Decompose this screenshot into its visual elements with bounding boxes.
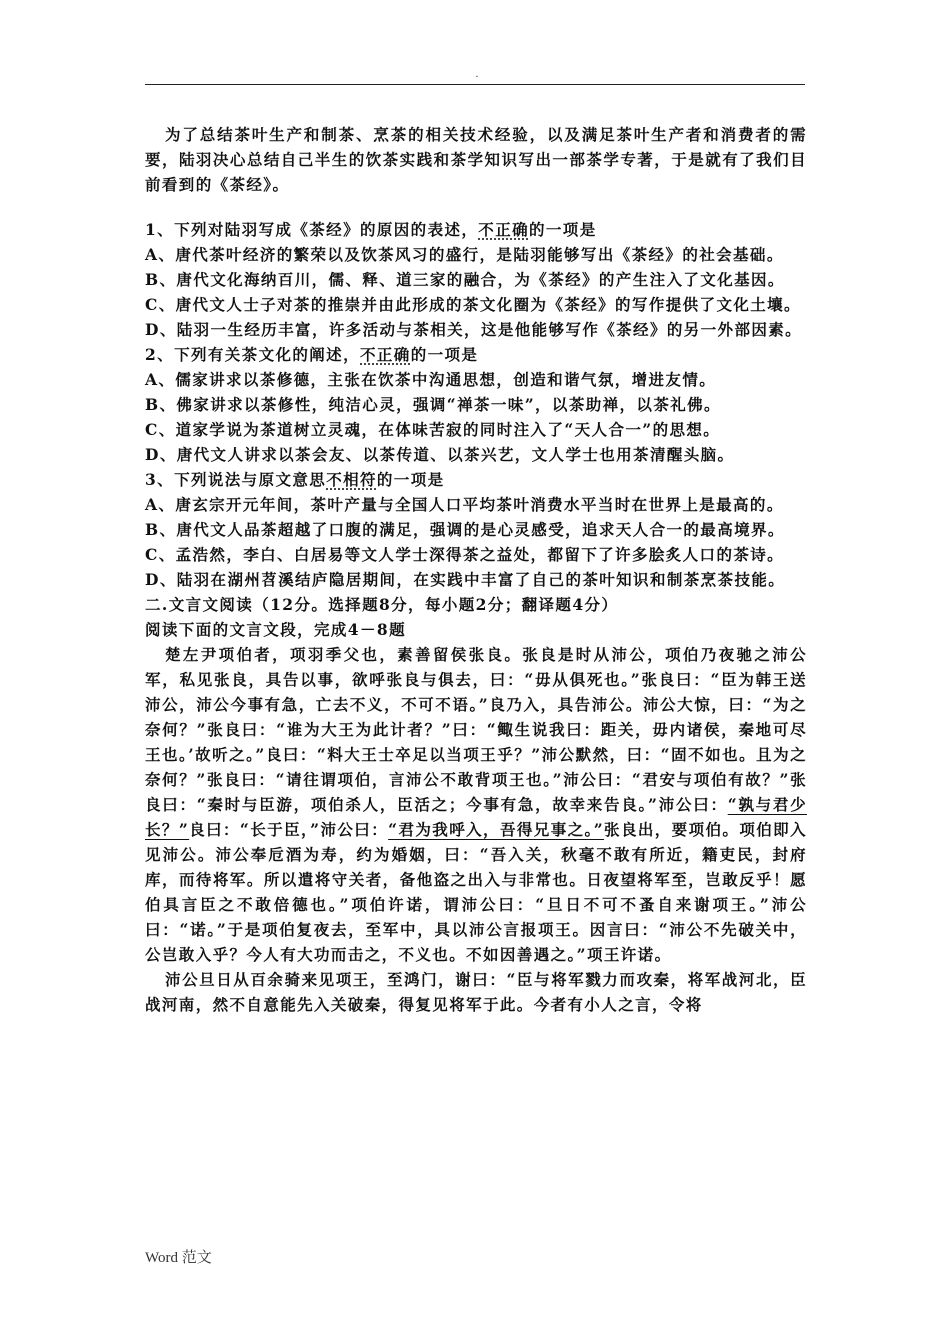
para1-part-b: 良曰：“长于臣，”沛公曰：	[189, 820, 389, 839]
header-rule	[145, 84, 805, 85]
classical-paragraph-2: 沛公旦日从百余骑来见项王，至鸿门，谢曰：“臣与将军戮力而攻秦，将军战河北，臣战河南，然不自意能先入关破秦，得复见将军于此。今者有小人之言，令将	[145, 970, 807, 1014]
spacer	[145, 197, 807, 217]
q3-stem-emphasis: 不相符	[326, 470, 377, 489]
q1-option-d: D、陆羽一生经历丰富，许多活动与茶相关，这是他能够写作《茶经》的另一外部因素。	[145, 320, 803, 339]
q2-stem	[145, 342, 807, 367]
q2-option-c: C、道家学说为茶道树立灵魂，在体味苦寂的同时注入了“天人合一”的思想。	[145, 420, 721, 439]
document-body	[145, 122, 807, 1017]
para1-part-a: 楚左尹项伯者，项羽季父也，素善留侯张良。张良是时从沛公，项伯乃夜驰之沛公军，私见张良，具告以事，欲呼张良与俱去，曰：“毋从俱死也。”张良曰：“臣为韩王送沛公，沛公今事有急，亡去不义，不可不语。”良乃入，具告沛公。沛公大惊，曰：“为之奈何？”张良曰：“谁为大王为此计者？”曰：“鲰生说我曰：距关，毋内诸侯，秦地可尽王也。’故听之。”良曰：“料大王士卒足以当项王乎？”沛公默然，曰：“固不如也。且为之奈何？”张良曰：“请往谓项伯，言沛公不敢背项王也。”沛公曰：“君安与项伯有故？”张良曰：“秦时与臣游，项伯杀人，臣活之；今事有急，故幸来告良。”沛公曰：	[145, 645, 807, 814]
q2-stem-pre: 2、下列有关茶文化的阐述，	[145, 345, 360, 364]
q3-option-d: D、陆羽在湖州苕溪结庐隐居期间，在实践中丰富了自己的茶叶知识和制茶烹茶技能。	[145, 570, 786, 589]
para1-underlined-1: “孰与君少长？”	[145, 795, 807, 839]
footer-label: Word 范文	[145, 1250, 212, 1266]
q1-stem-post: 的一项是	[529, 220, 597, 239]
q3-option-a: A、唐玄宗开元年间，茶叶产量与全国人口平均茶叶消费水平当时在世界上是最高的。	[145, 495, 784, 514]
q2-option-d: D、唐代文人讲求以茶会友、以茶传道、以茶兴艺，文人学士也用茶清醒头脑。	[145, 445, 735, 464]
q2-stem-post: 的一项是	[410, 345, 479, 364]
section2-instruction: 阅读下面的文言文段，完成4－8题	[145, 620, 406, 639]
q3-stem-post: 的一项是	[376, 470, 445, 489]
q2-option-b: B、佛家讲求以茶修性，纯洁心灵，强调“禅茶一味”，以茶助禅，以茶礼佛。	[145, 395, 721, 414]
q3-stem	[145, 467, 807, 492]
intro-paragraph: 为了总结茶叶生产和制茶、烹茶的相关技术经验，以及满足茶叶生产者和消费者的需要，陆羽决心总结自己半生的饮茶实践和茶学知识写出一部茶学专著，于是就有了我们目前看到的《茶经》。	[145, 125, 807, 194]
q1-stem	[145, 217, 807, 242]
section2-heading: 二.文言文阅读（12分。选择题8分，每小题2分；翻译题4分）	[145, 595, 619, 614]
q1-option-a: A、唐代茶叶经济的繁荣以及饮茶风习的盛行，是陆羽能够写出《茶经》的社会基础。	[145, 245, 784, 264]
q2-option-a: A、儒家讲求以茶修德，主张在饮茶中沟通思想，创造和谐气氛，增进友情。	[145, 370, 717, 389]
q2-stem-emphasis: 不正确	[360, 345, 411, 364]
q3-stem-pre: 3、下列说法与原文意思	[145, 470, 327, 489]
q1-option-c: C、唐代文人士子对茶的推崇并由此形成的茶文化圈为《茶经》的写作提供了文化土壤。	[145, 295, 801, 314]
q3-option-b: B、唐代文人品茶超越了口腹的满足，强调的是心灵感受，追求天人合一的最高境界。	[145, 520, 785, 539]
classical-paragraph-1	[145, 642, 807, 967]
para1-underlined-2: “君为我呼入，吾得兄事之。”	[388, 820, 605, 839]
header-mark: .	[475, 69, 479, 80]
q1-stem-pre: 1、下列对陆羽写成《茶经》的原因的表述，	[145, 220, 479, 239]
q1-stem-emphasis: 不正确	[478, 220, 529, 239]
q1-option-b: B、唐代文化海纳百川，儒、释、道三家的融合，为《茶经》的产生注入了文化基因。	[145, 270, 785, 289]
q3-option-c: C、孟浩然，李白、白居易等文人学士深得茶之益处，都留下了许多脍炙人口的茶诗。	[145, 545, 785, 564]
para1-part-c: 张良出，要项伯。项伯即入见沛公。沛公奉卮酒为寿，约为婚姻，曰：“吾入关，秋毫不敢有所近，籍吏民，封府库，而待将军。所以遣将守关者，备他盗之出入与非常也。日夜望将军至，岂敢反乎！愿伯具言臣之不敢倍德也。”项伯许诺，谓沛公曰：“旦日不可不蚤自来谢项王。”沛公曰：“诺。”于是项伯复夜去，至军中，具以沛公言报项王。因言曰：“沛公不先破关中，公岂敢入乎？今人有大功而击之，不义也。不如因善遇之。”项王许诺。	[145, 820, 807, 964]
